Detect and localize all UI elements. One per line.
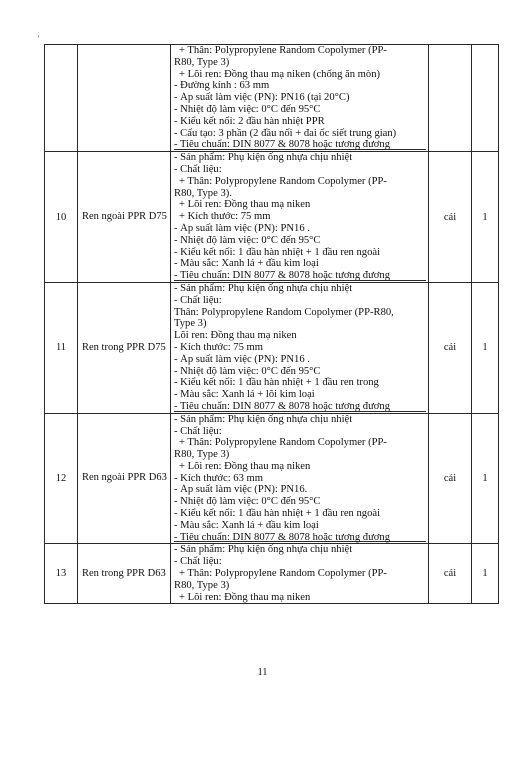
description-line: Type 3) — [174, 318, 207, 330]
item-number: 13 — [45, 544, 78, 604]
item-description — [171, 45, 429, 152]
item-unit: cái — [429, 282, 472, 413]
description-line: + Thân: Polypropylene Random Copolymer (PP- — [179, 45, 387, 56]
item-quantity: 1 — [472, 152, 499, 283]
description-line: - Sản phẩm: Phụ kiện ống nhựa chịu nhiệt — [174, 152, 353, 164]
description-line: R80, Type 3) — [174, 449, 230, 461]
table-row — [45, 413, 499, 544]
item-description — [171, 152, 429, 283]
description-line: - Kích thước: 63 mm — [174, 472, 264, 484]
description-line: + Lõi ren: Đồng thau mạ niken — [179, 199, 311, 211]
description-line: - Chất liệu: — [174, 163, 222, 175]
table-row — [45, 282, 499, 413]
description-line: + Thân: Polypropylene Random Copolymer (PP- — [179, 175, 387, 187]
description-line: - Kiểu kết nối: 1 đầu hàn nhiệt + 1 đầu ren ngoài — [174, 508, 381, 520]
item-unit — [429, 45, 472, 152]
description-line: R80, Type 3). — [174, 187, 232, 199]
description-line: - Áp suất làm việc (PN): PN16 . — [174, 353, 310, 365]
description-line: - Cấu tạo: 3 phần (2 đầu nối + đai ốc siết trung gian) — [174, 127, 397, 139]
description-line: - Đường kính : 63 mm — [174, 80, 270, 92]
page-number: 11 — [257, 667, 268, 678]
description-line: + Kích thước: 75 mm — [179, 211, 271, 223]
item-name — [78, 45, 171, 152]
item-unit: cái — [429, 544, 472, 604]
description-line: - Màu sắc: Xanh lá + đầu kim loại — [174, 258, 319, 270]
description-line: R80, Type 3) — [174, 579, 230, 591]
item-name: Ren ngoài PPR D63 — [78, 413, 171, 544]
description-line: R80, Type 3) — [174, 56, 230, 68]
description-line: - Nhiệt độ làm việc: 0°C đến 95°C — [174, 365, 321, 377]
description-line: - Chất liệu: — [174, 425, 222, 437]
description-line: - Nhiệt độ làm việc: 0°C đến 95°C — [174, 234, 321, 246]
description-line: Thân: Polypropylene Random Copolymer (PP-R80, — [174, 306, 394, 318]
description-line: + Lõi ren: Đồng thau mạ niken — [179, 460, 311, 472]
description-line: - Tiêu chuẩn: DIN 8077 & 8078 hoặc tương đương — [174, 139, 426, 151]
item-description — [171, 282, 429, 413]
description-line: - Nhiệt độ làm việc: 0°C đến 95°C — [174, 103, 321, 115]
item-unit: cái — [429, 413, 472, 544]
description-line: - Sản phẩm: Phụ kiện ống nhựa chịu nhiệt — [174, 544, 353, 556]
description-line: Lõi ren: Đồng thau mạ niken — [174, 330, 297, 342]
description-line: - Chất liệu: — [174, 294, 222, 306]
item-unit: cái — [429, 152, 472, 283]
description-line: - Kiểu kết nối: 1 đầu hàn nhiệt + 1 đầu ren trong — [174, 377, 379, 389]
description-line: - Màu sắc: Xanh lá + lõi kim loại — [174, 389, 315, 401]
item-number — [45, 45, 78, 152]
item-number: 10 — [45, 152, 78, 283]
item-quantity: 1 — [472, 544, 499, 604]
description-line: - Tiêu chuẩn: DIN 8077 & 8078 hoặc tương đương — [174, 401, 426, 413]
table-row — [45, 544, 499, 604]
spec-table — [44, 44, 499, 604]
description-line: - Áp suất làm việc (PN): PN16 (tại 20°C) — [174, 92, 350, 104]
item-quantity: 1 — [472, 413, 499, 544]
item-description — [171, 413, 429, 544]
item-name: Ren ngoài PPR D75 — [78, 152, 171, 283]
description-line: - Kích thước: 75 mm — [174, 341, 264, 353]
item-quantity: 1 — [472, 282, 499, 413]
item-name: Ren trong PPR D63 — [78, 544, 171, 604]
item-quantity — [472, 45, 499, 152]
description-line: - Áp suất làm việc (PN): PN16. — [174, 484, 308, 496]
description-line: - Chất liệu: — [174, 556, 222, 568]
description-line: + Thân: Polypropylene Random Copolymer (PP- — [179, 437, 387, 449]
description-line: - Sản phẩm: Phụ kiện ống nhựa chịu nhiệt — [174, 413, 353, 425]
description-line: - Áp suất làm việc (PN): PN16 . — [174, 222, 310, 234]
corner-mark: ' — [38, 34, 40, 43]
description-line: + Thân: Polypropylene Random Copolymer (PP- — [179, 568, 387, 580]
description-line: + Lõi ren: Đồng thau mạ niken (chống ăn mòn) — [179, 68, 381, 80]
item-name: Ren trong PPR D75 — [78, 282, 171, 413]
table-row — [45, 152, 499, 283]
description-line: - Tiêu chuẩn: DIN 8077 & 8078 hoặc tương đương — [174, 270, 426, 282]
table-row — [45, 45, 499, 152]
description-line: - Nhiệt độ làm việc: 0°C đến 95°C — [174, 496, 321, 508]
item-number: 12 — [45, 413, 78, 544]
description-line: - Tiêu chuẩn: DIN 8077 & 8078 hoặc tương đương — [174, 532, 426, 544]
description-line: - Sản phẩm: Phụ kiện ống nhựa chịu nhiệt — [174, 282, 353, 294]
description-line: - Kiểu kết nối: 2 đầu hàn nhiệt PPR — [174, 115, 325, 127]
item-number: 11 — [45, 282, 78, 413]
item-description — [171, 544, 429, 604]
description-line: - Màu sắc: Xanh lá + đầu kim loại — [174, 519, 319, 531]
description-line: + Lõi ren: Đồng thau mạ niken — [179, 591, 311, 603]
description-line: - Kiểu kết nối: 1 đầu hàn nhiệt + 1 đầu ren ngoài — [174, 246, 381, 258]
